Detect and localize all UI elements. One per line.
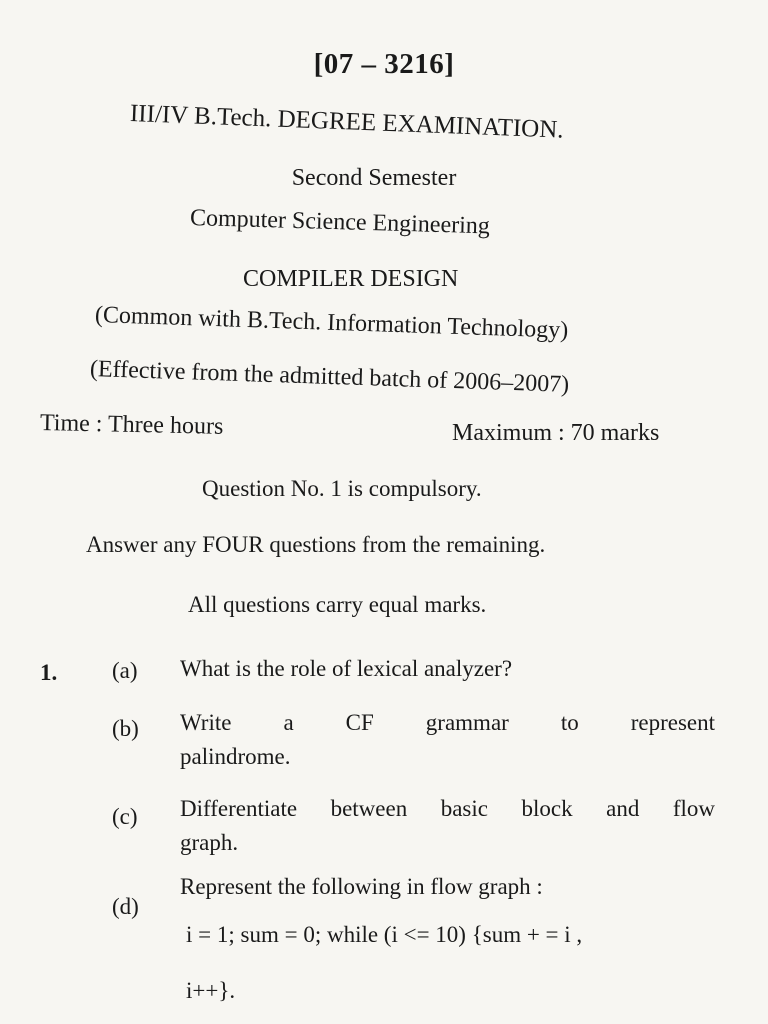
part-d-code-line-1: i = 1; sum = 0; while (i <= 10) {sum + = i , [186, 922, 583, 947]
instruction-answer-four: Answer any FOUR questions from the remaining. [86, 532, 546, 557]
part-b-line-1: Write a CF grammar to represent [180, 710, 715, 735]
part-c-line-2: graph. [180, 830, 239, 855]
part-b-label: (b) [112, 716, 139, 741]
effective-from-note: (Effective from the admitted batch of 2006–2007) [89, 356, 570, 398]
branch: Computer Science Engineering [189, 205, 491, 240]
part-b-text [180, 706, 715, 774]
exam-duration: Time : Three hours [39, 410, 224, 440]
part-d-label: (d) [112, 894, 139, 919]
part-c-text [180, 792, 715, 860]
common-with-note: (Common with B.Tech. Information Technology) [94, 302, 569, 344]
instruction-equal-marks: All questions carry equal marks. [188, 592, 487, 617]
part-a-label: (a) [112, 658, 138, 683]
instruction-compulsory: Question No. 1 is compulsory. [202, 476, 482, 501]
part-d-code-line-2: i++}. [186, 978, 236, 1003]
exam-title: III/IV B.Tech. DEGREE EXAMINATION. [129, 100, 565, 144]
part-d-text: Represent the following in flow graph : [180, 874, 543, 899]
part-c-line-1: Differentiate between basic block and flow [180, 796, 715, 821]
part-b-line-2: palindrome. [180, 744, 291, 769]
question-number: 1. [40, 660, 58, 685]
maximum-marks: Maximum : 70 marks [452, 420, 660, 446]
semester: Second Semester [291, 165, 457, 191]
paper-code: [07 – 3216] [313, 48, 455, 80]
subject-title: COMPILER DESIGN [243, 266, 459, 292]
part-c-label: (c) [112, 804, 138, 829]
part-a-text: What is the role of lexical analyzer? [180, 656, 513, 681]
